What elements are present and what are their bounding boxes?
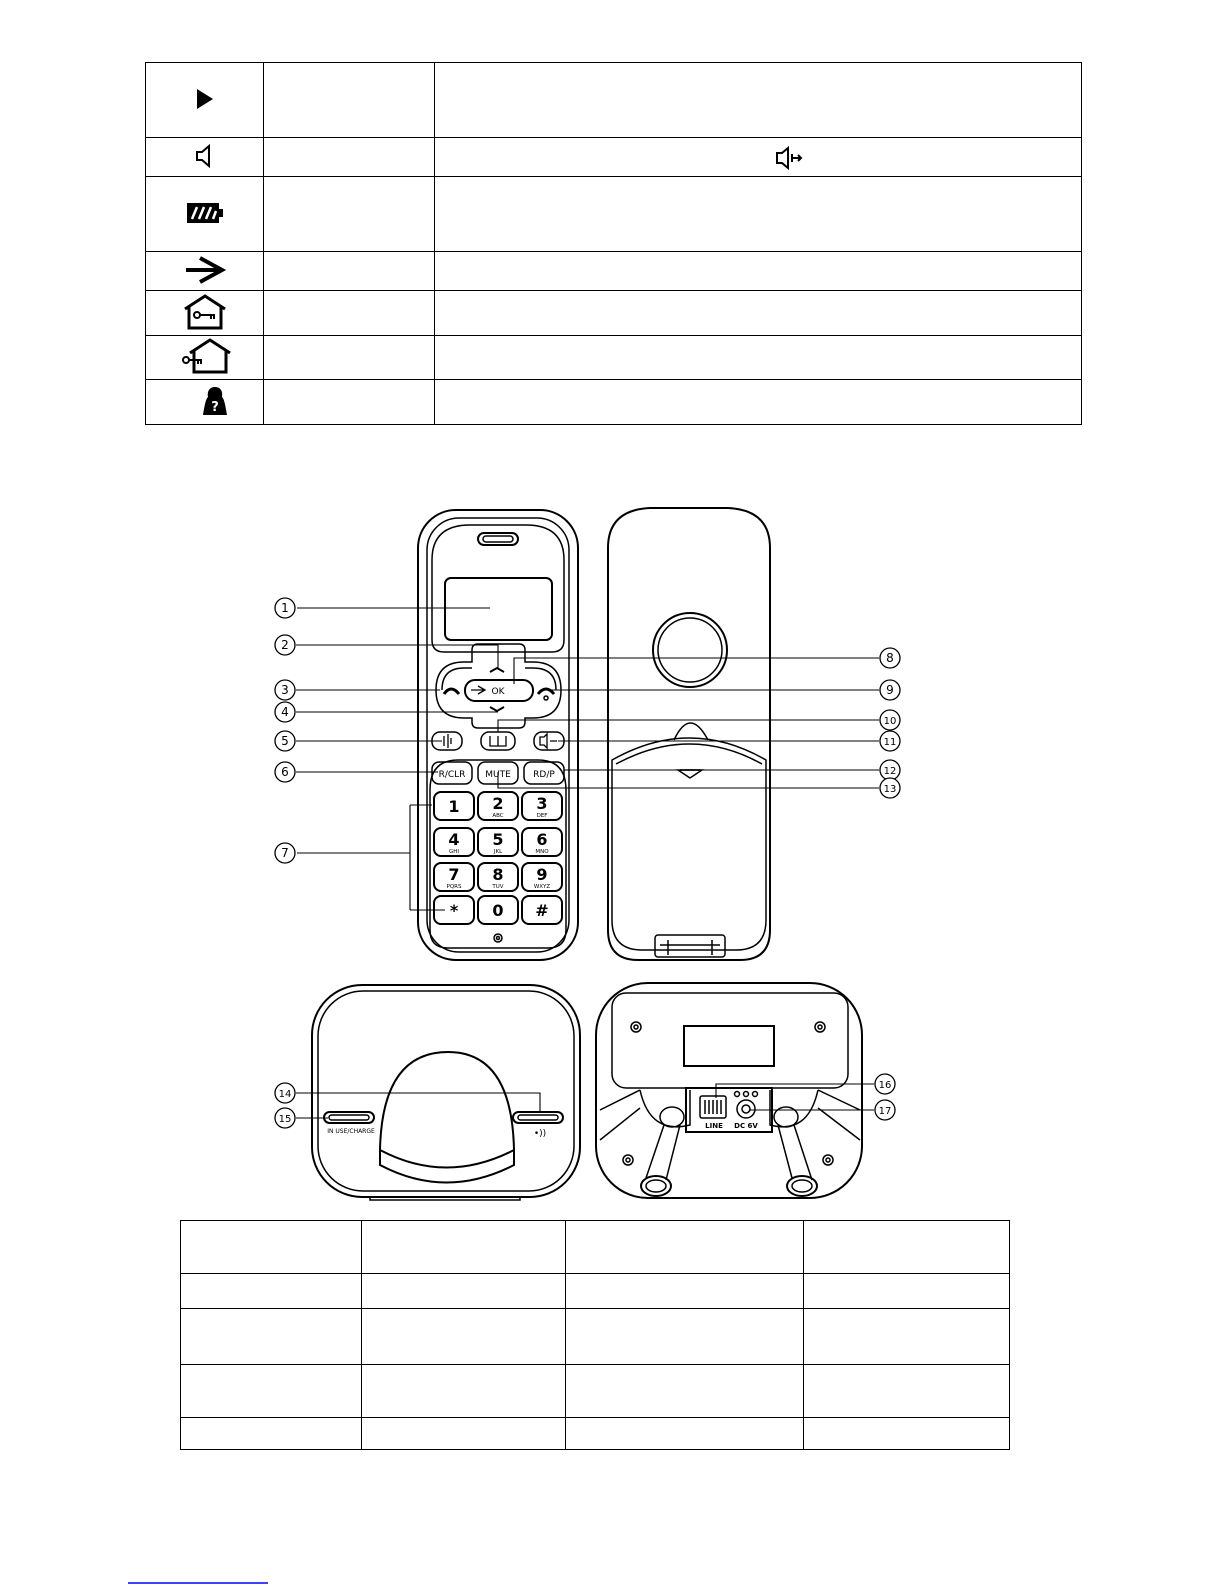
callout-11-label: 11 [883, 737, 897, 748]
callout-3-label: 3 [281, 683, 289, 697]
in-use-charge-led [324, 1112, 374, 1123]
callout-5-label: 5 [281, 734, 289, 748]
key-digit-label: * [449, 901, 459, 920]
dc-jack [737, 1100, 755, 1118]
icon-description [435, 63, 1082, 138]
table-cell [181, 1418, 362, 1450]
table-row [181, 1221, 1010, 1274]
callout-10-label: 10 [883, 716, 897, 727]
icon-name [264, 336, 435, 380]
callout-7-label: 7 [281, 846, 289, 860]
icon-name [264, 291, 435, 336]
icon-table [145, 62, 1082, 425]
table-cell [181, 1309, 362, 1365]
base-back [596, 983, 862, 1198]
speakerphone-icon [775, 145, 803, 171]
key-digit-label: 0 [492, 901, 504, 920]
table-cell [804, 1365, 1010, 1418]
leader-lines [296, 608, 879, 1118]
key-digit-label: 3 [536, 794, 548, 813]
icon-cell [146, 177, 264, 252]
keypad [434, 792, 562, 924]
footer-rule [128, 1582, 268, 1584]
icon-name [264, 380, 435, 425]
icon-description [435, 336, 1082, 380]
redial-label: RD/P [533, 770, 555, 780]
icon-name [264, 138, 435, 177]
icon-cell [146, 63, 264, 138]
key-letters-label: ABC [492, 813, 504, 819]
up-arrow-icon [490, 668, 504, 672]
key-letters-label: PQRS [446, 884, 462, 890]
icon-cell [146, 291, 264, 336]
outside-home-key-icon [178, 338, 232, 374]
icon-description [435, 252, 1082, 291]
table-cell [804, 1221, 1010, 1274]
table-row [146, 63, 1082, 138]
table-row [146, 380, 1082, 425]
callout-14-label: 14 [278, 1089, 292, 1100]
callout-8-label: 8 [886, 651, 894, 665]
table-row [181, 1418, 1010, 1450]
spec-table [180, 1220, 1010, 1450]
key-digit-label: 4 [448, 830, 460, 849]
icon-name [264, 177, 435, 252]
icon-description [435, 177, 1082, 252]
key-digit-label: 1 [448, 797, 460, 816]
svg-text:?: ? [210, 399, 219, 415]
play-icon [195, 88, 215, 110]
table-cell [362, 1274, 566, 1309]
table-cell [181, 1221, 362, 1274]
key-digit-label: 8 [492, 865, 504, 884]
icon-cell [146, 252, 264, 291]
battery-icon [186, 202, 224, 224]
page-label: •)) [533, 1129, 547, 1139]
table-cell [181, 1365, 362, 1418]
dc-label: DC 6V [734, 1122, 758, 1130]
handset-front [418, 510, 578, 960]
table-cell [362, 1418, 566, 1450]
ok-label: OK [491, 687, 505, 697]
table-row [146, 336, 1082, 380]
key-letters-label: TUV [492, 884, 504, 890]
handset-back [608, 508, 770, 960]
table-cell [566, 1221, 804, 1274]
key-digit-label: # [535, 901, 549, 920]
table-row [181, 1365, 1010, 1418]
icon-cell [146, 336, 264, 380]
table-cell [804, 1274, 1010, 1309]
display-screen [445, 578, 552, 640]
key-letters-label: GHI [448, 849, 460, 855]
key-letters-label: JKL [493, 849, 503, 855]
label-area [684, 1026, 774, 1066]
table-row [146, 252, 1082, 291]
callout-4-label: 4 [281, 705, 289, 719]
table-cell [566, 1365, 804, 1418]
callout-2-label: 2 [281, 638, 289, 652]
icon-cell [146, 138, 264, 177]
enter-arrow-icon [182, 254, 228, 286]
icon-description [435, 138, 1082, 177]
table-cell [566, 1418, 804, 1450]
key-letters-label: MNO [535, 849, 549, 855]
callout-9-label: 9 [886, 683, 894, 697]
line-label: LINE [705, 1122, 723, 1130]
in-use-charge-label: IN USE/CHARGE [327, 1128, 375, 1135]
callout-1-label: 1 [281, 601, 289, 615]
table-cell [804, 1309, 1010, 1365]
key-letters-label: DEF [536, 813, 548, 819]
key-digit-label: 2 [492, 794, 504, 813]
mute-label: MUTE [485, 770, 511, 780]
callout-13-label: 13 [883, 784, 897, 795]
ok-enter-icon [471, 686, 485, 694]
icon-name [264, 252, 435, 291]
phone-diagram [0, 430, 1225, 1210]
callout-16-label: 16 [878, 1080, 892, 1091]
table-cell [362, 1309, 566, 1365]
unknown-caller-icon [200, 385, 230, 417]
table-cell [566, 1274, 804, 1309]
key-letters-label: WXYZ [533, 884, 551, 890]
key-digit-label: 7 [448, 865, 460, 884]
table-cell [804, 1418, 1010, 1450]
table-cell [362, 1365, 566, 1418]
r-clr-label: R/CLR [438, 770, 466, 780]
table-cell [566, 1309, 804, 1365]
callout-15-label: 15 [278, 1114, 292, 1125]
callout-17-label: 17 [878, 1106, 892, 1117]
table-row [146, 177, 1082, 252]
page-button[interactable] [513, 1112, 563, 1123]
speaker-grille [653, 613, 727, 687]
home-key-icon [183, 294, 227, 330]
table-cell [181, 1274, 362, 1309]
speaker-icon [194, 144, 216, 168]
key-digit-label: 6 [536, 830, 548, 849]
callout-12-label: 12 [883, 766, 897, 777]
callouts [275, 598, 900, 1128]
icon-description [435, 380, 1082, 425]
table-row [181, 1309, 1010, 1365]
icon-description [435, 291, 1082, 336]
table-row [146, 138, 1082, 177]
key-digit-label: 9 [536, 865, 548, 884]
talk-key-icon [444, 689, 459, 694]
down-arrow-icon [490, 707, 504, 711]
icon-cell [146, 380, 264, 425]
table-row [181, 1274, 1010, 1309]
table-cell [362, 1221, 566, 1274]
table-row [146, 291, 1082, 336]
icon-name [264, 63, 435, 138]
key-digit-label: 5 [492, 830, 504, 849]
callout-6-label: 6 [281, 765, 289, 779]
